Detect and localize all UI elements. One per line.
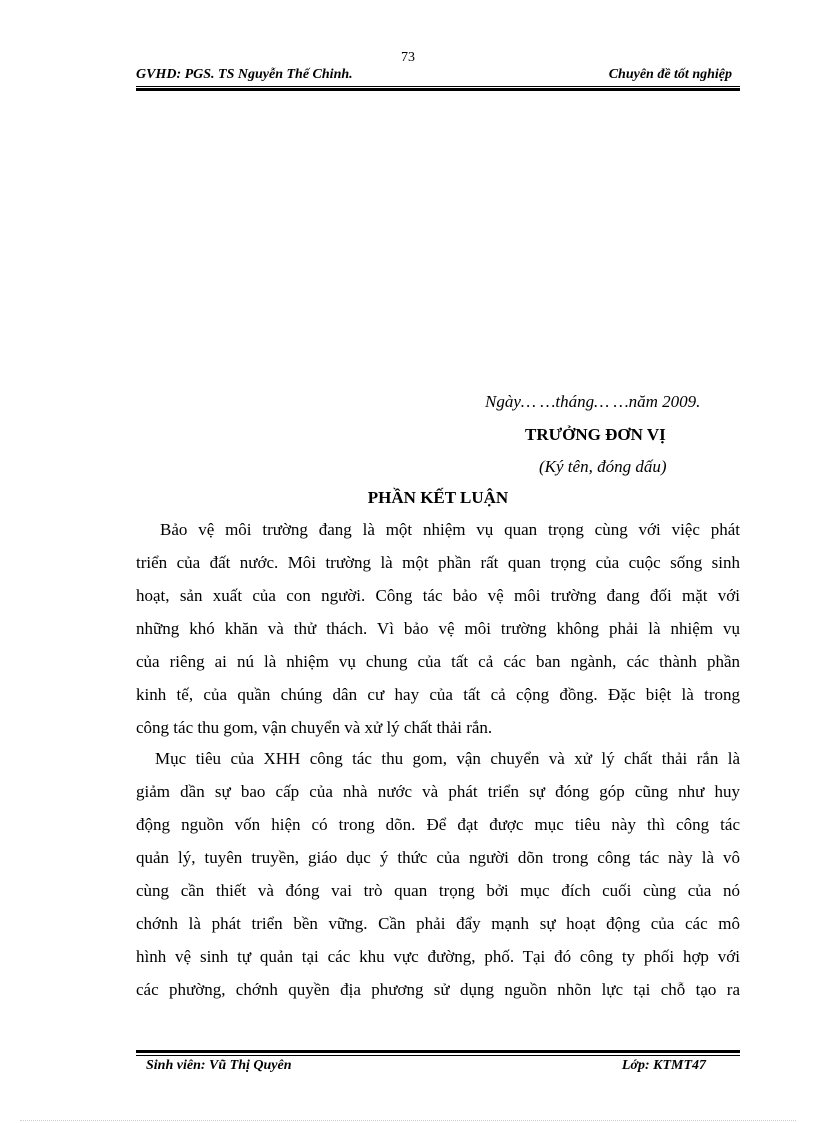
body-line: triển của đất nước. Môi trường là một phần rất quan trọng của cuộc sống sinh (136, 553, 740, 572)
body-line: kinh tế, của quần chúng dân cư hay của tất cả cộng đồng. Đặc biệt là trong (136, 685, 740, 704)
body-line: chớnh là phát triển bền vững. Cần phải đẩy mạnh sự hoạt động của các mô (136, 914, 740, 933)
body-line: hoạt, sản xuất của con người. Công tác bảo vệ môi trường đang đối mặt với (136, 586, 740, 605)
sign-note: (Ký tên, đóng dấu) (539, 457, 667, 476)
footer-student: Sinh viên: Vũ Thị Quyên (146, 1058, 292, 1073)
body-line: Mục tiêu của XHH công tác thu gom, vận chuyển và xử lý chất thải rắn là (155, 749, 740, 768)
page-bottom-border (20, 1120, 796, 1121)
date-line: Ngày… …tháng… …năm 2009. (485, 392, 701, 411)
footer-rule-thick (136, 1050, 740, 1053)
unit-title: TRƯỞNG ĐƠN VỊ (525, 425, 666, 444)
body-line: công tác thu gom, vận chuyển và xử lý chất thải rắn. (136, 718, 493, 737)
body-line: các phường, chớnh quyền địa phương sử dụng nguồn nhõn lực tại chỗ tạo ra (136, 980, 740, 999)
page-number: 73 (401, 50, 415, 65)
body-line: những khó khăn và thử thách. Vì bảo vệ môi trường không phải là nhiệm vụ (136, 619, 740, 638)
header-rule-thick (136, 88, 740, 91)
body-line: quản lý, tuyên truyền, giáo dục ý thức của người dõn trong công tác này là vô (136, 848, 740, 867)
section-title: PHẦN KẾT LUẬN (367, 488, 509, 507)
body-line: của riêng ai nú là nhiệm vụ chung của tất cả các ban ngành, các thành phần (136, 652, 740, 671)
header-doc-type: Chuyên đề tốt nghiệp (608, 67, 732, 82)
page-header (136, 67, 740, 85)
header-rule-thin (136, 86, 740, 87)
footer-class: Lớp: KTMT47 (621, 1058, 706, 1073)
body-line: động nguồn vốn hiện có trong dõn. Để đạt được mục tiêu này thì công tác (136, 815, 740, 834)
footer-rule-thin (136, 1055, 740, 1056)
body-line: cùng cần thiết và đóng vai trò quan trọng bởi mục đích cuối cùng của nó (136, 881, 740, 900)
body-line: giảm dần sự bao cấp của nhà nước và phát triển sự đóng góp cũng như huy (136, 782, 740, 801)
page-footer (146, 1058, 706, 1078)
body-line: hình vệ sinh tự quản tại các khu vực đường, phố. Tại đó công ty phối hợp với (136, 947, 740, 966)
body-line: Bảo vệ môi trường đang là một nhiệm vụ quan trọng cùng với việc phát (160, 520, 740, 539)
header-supervisor: GVHD: PGS. TS Nguyễn Thế Chinh. (136, 67, 353, 82)
